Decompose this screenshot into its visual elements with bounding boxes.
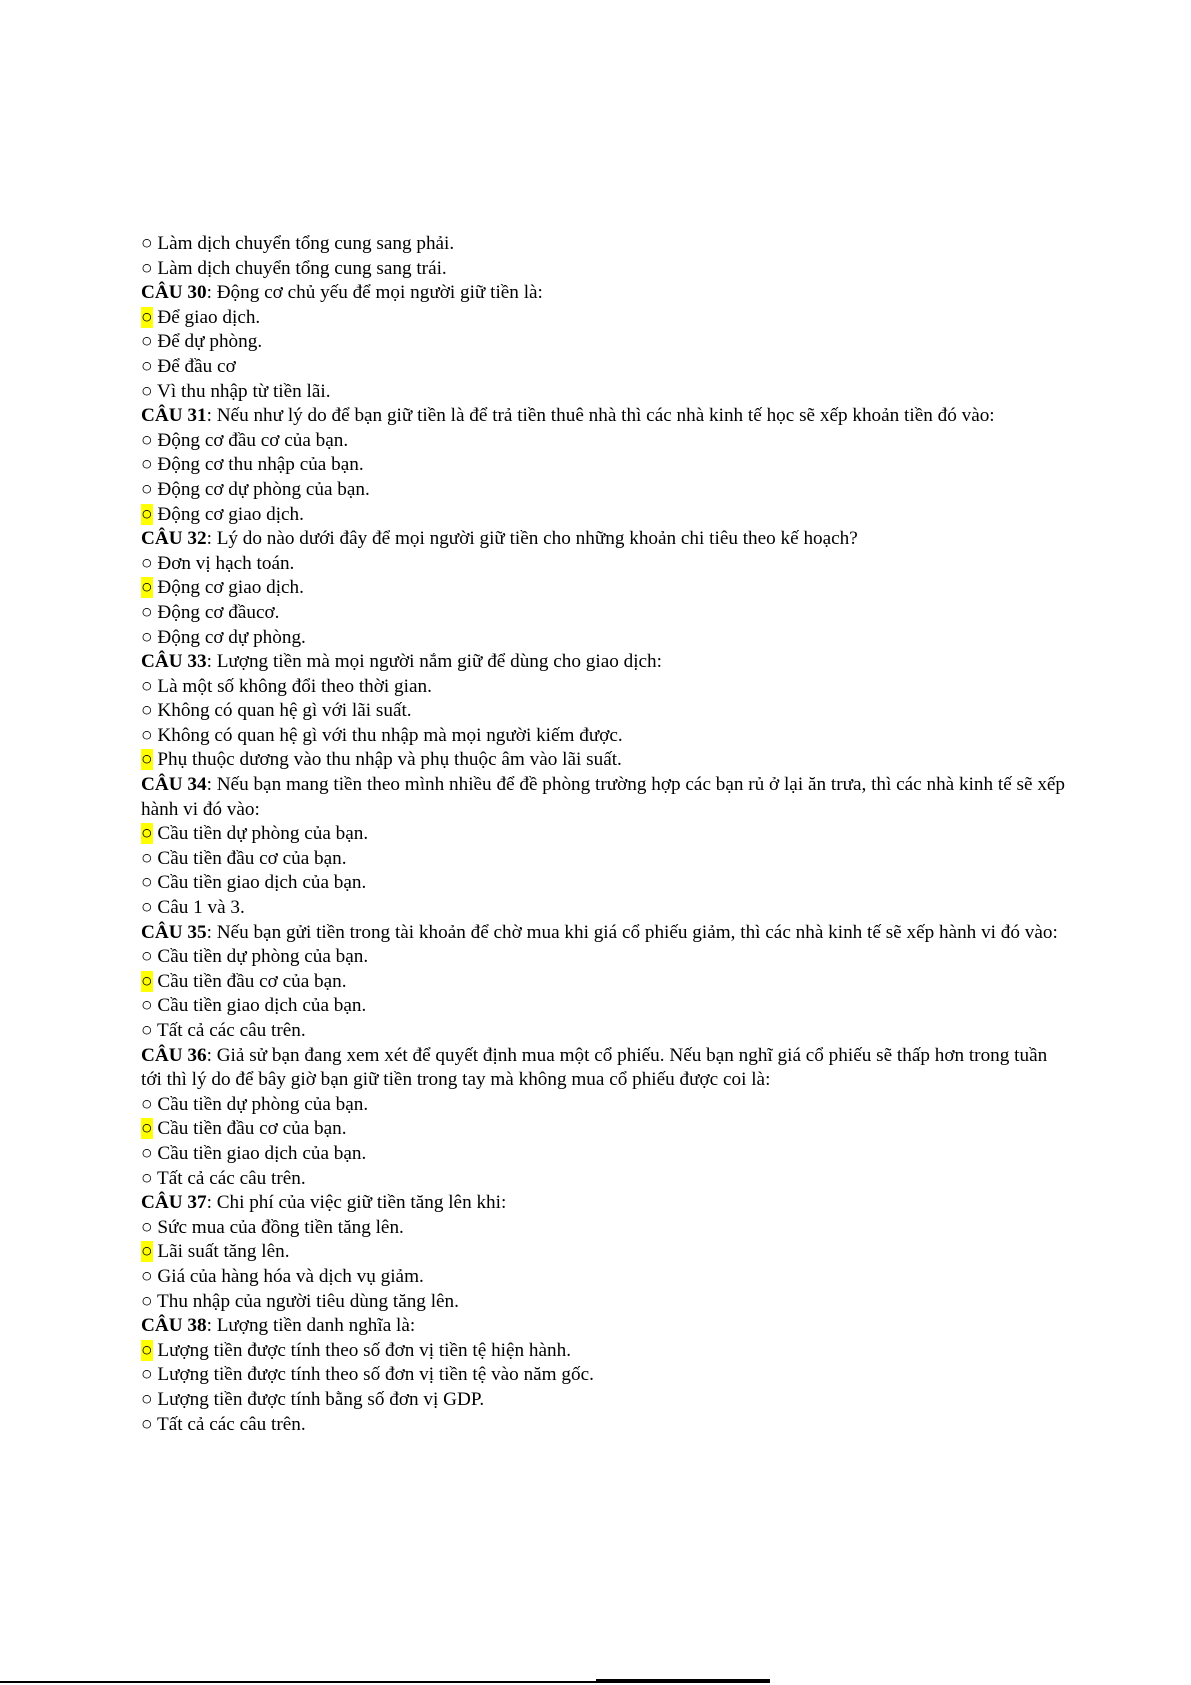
option-text: Động cơ thu nhập của bạn. (152, 454, 364, 476)
question-text: : Nếu bạn gửi tiền trong tài khoản để chờ mua khi giá cổ phiếu giảm, thì các nhà kinh tế sẽ xếp hành vi đó vào: (206, 921, 1058, 943)
question-number: CÂU 31 (141, 405, 207, 427)
highlighted-circle-bullet-icon: ○ (141, 970, 153, 992)
circle-bullet-icon: ○ (141, 1413, 153, 1435)
question-number: CÂU 30 (141, 282, 207, 304)
question-line (141, 921, 1066, 946)
question-number: CÂU 32 (141, 528, 207, 550)
question-line (141, 281, 1066, 306)
option-text: Giá của hàng hóa và dịch vụ giảm. (152, 1265, 424, 1287)
option-text: Động cơ đầucơ. (152, 601, 280, 623)
question-number: CÂU 38 (141, 1315, 207, 1337)
circle-bullet-icon: ○ (141, 995, 153, 1017)
question-list (141, 232, 1070, 1437)
question-line (141, 527, 1066, 552)
option-text: Cầu tiền đầu cơ của bạn. (152, 970, 347, 992)
option-text: Sức mua của đồng tiền tăng lên. (152, 1216, 404, 1238)
answer-option (141, 994, 1066, 1019)
question-text: : Nếu bạn mang tiền theo mình nhiều để đề phòng trường hợp các bạn rủ ở lại ăn trưa, thì các nhà kinh tế sẽ xếp hành vi đó vào: (141, 774, 1070, 820)
circle-bullet-icon: ○ (141, 700, 153, 722)
answer-option-correct (141, 970, 1066, 995)
answer-option (141, 478, 1066, 503)
highlighted-circle-bullet-icon: ○ (141, 306, 153, 328)
answer-option-correct (141, 1339, 1066, 1364)
option-text: Làm dịch chuyển tổng cung sang phải. (152, 233, 455, 254)
circle-bullet-icon: ○ (141, 257, 153, 279)
option-text: Cầu tiền dự phòng của bạn. (152, 1093, 369, 1115)
option-text: Để đầu cơ (152, 355, 236, 377)
option-text: Cầu tiền giao dịch của bạn. (152, 995, 367, 1017)
question-text: : Lượng tiền danh nghĩa là: (206, 1315, 416, 1337)
answer-option (141, 1216, 1066, 1241)
question-number: CÂU 37 (141, 1192, 207, 1214)
highlighted-circle-bullet-icon: ○ (141, 1241, 153, 1263)
option-text: Động cơ dự phòng. (152, 626, 306, 648)
circle-bullet-icon: ○ (141, 454, 153, 476)
question-number: CÂU 34 (141, 774, 207, 796)
option-text: Động cơ đầu cơ của bạn. (152, 429, 349, 451)
answer-option (141, 380, 1066, 405)
answer-option-correct (141, 1117, 1066, 1142)
answer-option (141, 945, 1066, 970)
option-text: Cầu tiền giao dịch của bạn. (152, 872, 367, 894)
circle-bullet-icon: ○ (141, 1020, 153, 1041)
highlighted-circle-bullet-icon: ○ (141, 503, 153, 525)
highlighted-circle-bullet-icon: ○ (141, 577, 153, 599)
circle-bullet-icon: ○ (141, 429, 153, 451)
option-text: Làm dịch chuyển tổng cung sang trái. (152, 257, 447, 279)
circle-bullet-icon: ○ (141, 872, 153, 894)
circle-bullet-icon: ○ (141, 1388, 153, 1410)
option-text: Là một số không đổi theo thời gian. (152, 675, 432, 697)
highlighted-circle-bullet-icon: ○ (141, 823, 153, 845)
circle-bullet-icon: ○ (141, 1216, 153, 1238)
option-text: Lãi suất tăng lên. (152, 1241, 290, 1263)
circle-bullet-icon: ○ (141, 380, 153, 402)
answer-option (141, 257, 1066, 282)
answer-option (141, 552, 1066, 577)
question-text: : Lý do nào dưới đây để mọi người giữ tiền cho những khoản chi tiêu theo kế hoạch? (206, 528, 858, 550)
question-line (141, 1314, 1066, 1339)
circle-bullet-icon: ○ (141, 1364, 153, 1386)
option-text: Cầu tiền dự phòng của bạn. (152, 946, 369, 968)
option-text: Động cơ giao dịch. (152, 503, 304, 525)
highlighted-circle-bullet-icon: ○ (141, 1118, 153, 1140)
option-text: Tất cả các câu trên. (152, 1167, 306, 1189)
answer-option (141, 1142, 1066, 1167)
answer-option (141, 1388, 1066, 1413)
circle-bullet-icon: ○ (141, 355, 153, 377)
question-text: : Động cơ chủ yếu để mọi người giữ tiền là: (206, 282, 543, 304)
question-text: : Nếu như lý do để bạn giữ tiền là để trả tiền thuê nhà thì các nhà kinh tế học sẽ xếp khoản tiền đó vào: (206, 405, 995, 427)
option-text: Không có quan hệ gì với thu nhập mà mọi người kiếm được. (152, 724, 623, 746)
answer-option-correct (141, 503, 1066, 528)
footer-rule-accent (596, 1679, 770, 1681)
question-text: : Giả sử bạn đang xem xét để quyết định mua một cổ phiếu. Nếu bạn nghĩ giá cổ phiếu sẽ thấp hơn trong tuần tới thì lý do để bây giờ bạn giữ tiền trong tay mà không mua cổ phiếu được coi là: (141, 1044, 1052, 1091)
answer-option (141, 355, 1066, 380)
answer-option (141, 601, 1066, 626)
answer-option (141, 896, 1066, 921)
answer-option (141, 1413, 1066, 1438)
circle-bullet-icon: ○ (141, 233, 153, 254)
option-text: Đơn vị hạch toán. (152, 552, 295, 574)
option-text: Lượng tiền được tính theo số đơn vị tiền tệ hiện hành. (152, 1339, 571, 1361)
answer-option (141, 871, 1066, 896)
answer-option (141, 232, 1066, 257)
circle-bullet-icon: ○ (141, 946, 153, 968)
option-text: Tất cả các câu trên. (152, 1020, 306, 1041)
answer-option (141, 1167, 1066, 1192)
answer-option (141, 699, 1066, 724)
question-line (141, 773, 1070, 822)
answer-option (141, 453, 1066, 478)
answer-option (141, 1265, 1066, 1290)
answer-option (141, 675, 1066, 700)
option-text: Không có quan hệ gì với lãi suất. (152, 700, 412, 722)
option-text: Cầu tiền giao dịch của bạn. (152, 1142, 367, 1164)
answer-option-correct (141, 576, 1066, 601)
circle-bullet-icon: ○ (141, 1142, 153, 1164)
footer-rule (0, 1681, 770, 1683)
answer-option-correct (141, 748, 1066, 773)
answer-option (141, 1093, 1066, 1118)
answer-option (141, 1290, 1066, 1315)
question-text: : Lượng tiền mà mọi người nắm giữ để dùng cho giao dịch: (206, 651, 662, 673)
answer-option (141, 429, 1066, 454)
option-text: Lượng tiền được tính bằng số đơn vị GDP. (152, 1388, 485, 1410)
question-number: CÂU 35 (141, 921, 207, 943)
circle-bullet-icon: ○ (141, 724, 153, 746)
question-number: CÂU 33 (141, 651, 207, 673)
circle-bullet-icon: ○ (141, 601, 153, 623)
option-text: Phụ thuộc dương vào thu nhập và phụ thuộc âm vào lãi suất. (152, 749, 622, 771)
option-text: Thu nhập của người tiêu dùng tăng lên. (152, 1290, 459, 1312)
circle-bullet-icon: ○ (141, 1265, 153, 1287)
question-line (141, 404, 1066, 429)
circle-bullet-icon: ○ (141, 331, 153, 353)
option-text: Động cơ dự phòng của bạn. (152, 478, 370, 500)
option-text: Cầu tiền đầu cơ của bạn. (152, 1118, 347, 1140)
option-text: Để dự phòng. (152, 331, 263, 353)
question-line (141, 650, 1066, 675)
option-text: Câu 1 và 3. (152, 897, 245, 919)
option-text: Động cơ giao dịch. (152, 577, 304, 599)
circle-bullet-icon: ○ (141, 1167, 153, 1189)
circle-bullet-icon: ○ (141, 552, 153, 574)
question-line (141, 1044, 1066, 1093)
circle-bullet-icon: ○ (141, 478, 153, 500)
answer-option (141, 1019, 1066, 1044)
answer-option-correct (141, 306, 1066, 331)
option-text: Cầu tiền đầu cơ của bạn. (152, 847, 347, 869)
answer-option-correct (141, 1240, 1066, 1265)
highlighted-circle-bullet-icon: ○ (141, 1339, 153, 1361)
answer-option (141, 724, 1066, 749)
highlighted-circle-bullet-icon: ○ (141, 749, 153, 771)
circle-bullet-icon: ○ (141, 847, 153, 869)
option-text: Vì thu nhập từ tiền lãi. (152, 380, 331, 402)
option-text: Tất cả các câu trên. (152, 1413, 306, 1435)
option-text: Để giao dịch. (152, 306, 261, 328)
question-text: : Chi phí của việc giữ tiền tăng lên khi: (206, 1192, 507, 1214)
answer-option (141, 330, 1066, 355)
answer-option-correct (141, 822, 1066, 847)
circle-bullet-icon: ○ (141, 675, 153, 697)
answer-option (141, 626, 1066, 651)
option-text: Cầu tiền dự phòng của bạn. (152, 823, 369, 845)
option-text: Lượng tiền được tính theo số đơn vị tiền tệ vào năm gốc. (152, 1364, 594, 1386)
answer-option (141, 1363, 1066, 1388)
question-line (141, 1191, 1066, 1216)
circle-bullet-icon: ○ (141, 626, 153, 648)
circle-bullet-icon: ○ (141, 1290, 153, 1312)
circle-bullet-icon: ○ (141, 897, 153, 919)
answer-option (141, 847, 1066, 872)
question-number: CÂU 36 (141, 1044, 207, 1066)
circle-bullet-icon: ○ (141, 1093, 153, 1115)
